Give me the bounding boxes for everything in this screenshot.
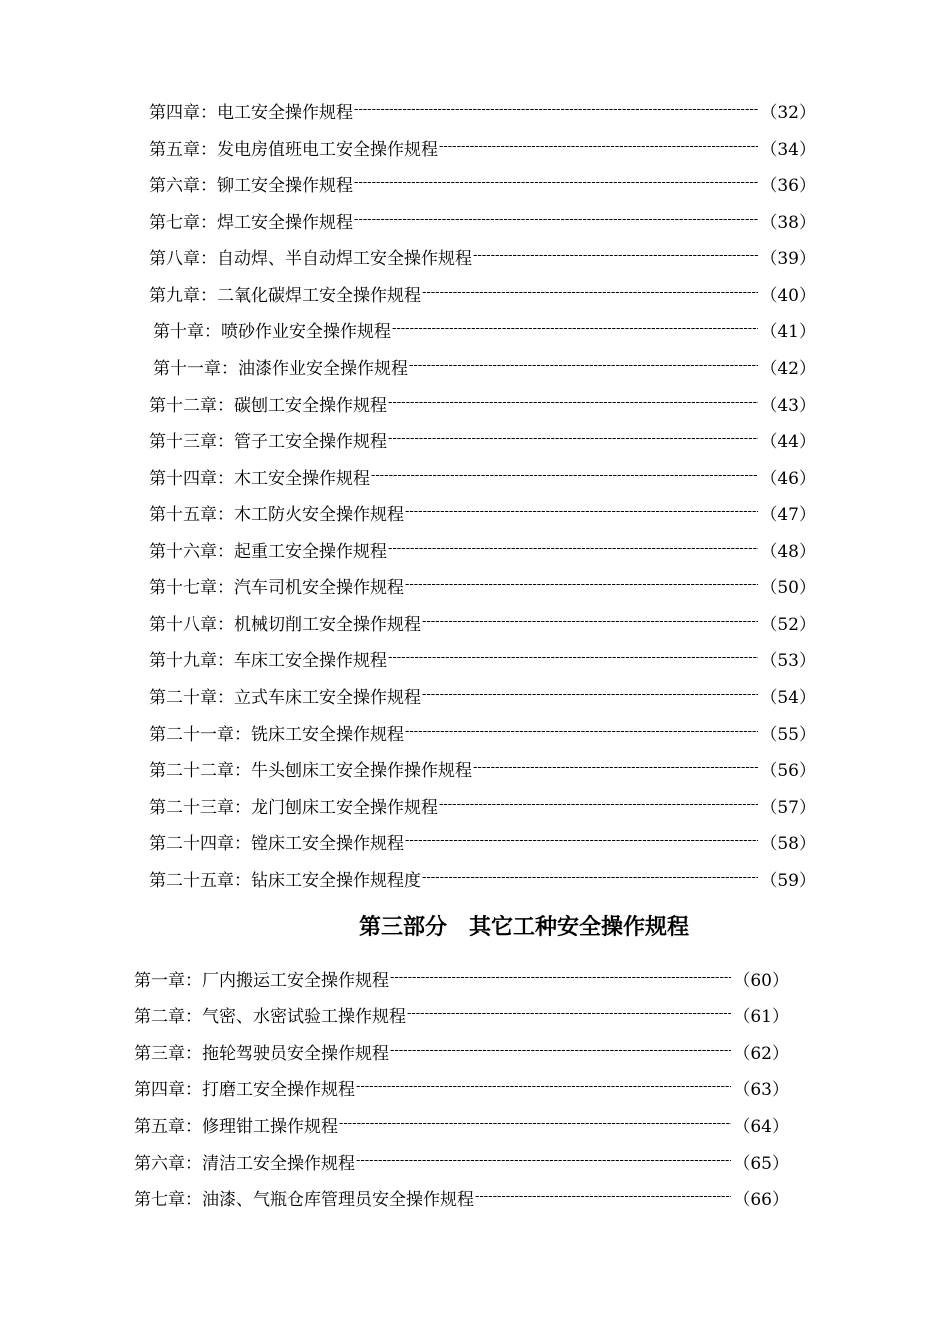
toc-page: （57） (760, 797, 816, 818)
toc-page: （40） (760, 285, 816, 306)
toc-leader (371, 464, 758, 488)
toc-entry[interactable] (149, 281, 816, 305)
toc-leader (405, 829, 758, 853)
toc-chapter: 第十四章： (149, 468, 234, 489)
toc-title: 发电房值班电工安全操作规程 (217, 139, 438, 160)
toc-entry[interactable] (149, 610, 816, 634)
toc-chapter: 第五章： (134, 1116, 202, 1137)
toc-leader (390, 966, 731, 990)
toc-entry[interactable] (134, 1149, 789, 1173)
toc-page: （38） (760, 212, 816, 233)
toc-page: （44） (760, 431, 816, 452)
toc-entry[interactable] (149, 208, 816, 232)
toc-title: 油漆、气瓶仓库管理员安全操作规程 (202, 1189, 474, 1210)
toc-entry[interactable] (149, 171, 816, 195)
toc-title: 牛头刨床工安全操作操作规程 (251, 760, 472, 781)
toc-title: 起重工安全操作规程 (234, 541, 387, 562)
toc-page: （52） (760, 614, 816, 635)
toc-chapter: 第六章： (149, 175, 217, 196)
toc-leader (388, 391, 758, 415)
toc-title: 机械切削工安全操作规程 (234, 614, 421, 635)
toc-leader (407, 1002, 731, 1026)
toc-chapter: 第七章： (149, 212, 217, 233)
toc-chapter: 第十八章： (149, 614, 234, 635)
toc-title: 厂内搬运工安全操作规程 (202, 970, 389, 991)
toc-chapter: 第十二章： (149, 395, 234, 416)
toc-leader (339, 1112, 731, 1136)
toc-leader (439, 793, 758, 817)
toc-chapter: 第二十一章： (149, 724, 251, 745)
toc-title: 镗床工安全操作规程 (251, 833, 404, 854)
toc-page: （43） (760, 395, 816, 416)
toc-title: 自动焊、半自动焊工安全操作规程 (217, 248, 472, 269)
toc-chapter: 第七章： (134, 1189, 202, 1210)
toc-page: （58） (760, 833, 816, 854)
toc-entry[interactable] (153, 317, 816, 341)
toc-entry[interactable] (153, 354, 816, 378)
toc-leader (422, 683, 758, 707)
toc-title: 铆工安全操作规程 (217, 175, 353, 196)
toc-title: 木工防火安全操作规程 (234, 504, 404, 525)
toc-title: 龙门刨床工安全操作规程 (251, 797, 438, 818)
toc-entry[interactable] (149, 866, 816, 890)
toc-chapter: 第十一章： (153, 358, 238, 379)
section-heading: 第三部分 其它工种安全操作规程 (358, 915, 689, 940)
toc-title: 碳刨工安全操作规程 (234, 395, 387, 416)
toc-page: （39） (760, 248, 816, 269)
toc-entry[interactable] (149, 464, 816, 488)
toc-entry[interactable] (149, 537, 816, 561)
toc-page: （66） (733, 1189, 789, 1210)
toc-title: 木工安全操作规程 (234, 468, 370, 489)
toc-title: 汽车司机安全操作规程 (234, 577, 404, 598)
toc-title: 喷砂作业安全操作规程 (221, 321, 391, 342)
toc-chapter: 第三章： (134, 1043, 202, 1064)
toc-leader (422, 281, 758, 305)
toc-page: （36） (760, 175, 816, 196)
toc-page: （47） (760, 504, 816, 525)
toc-title: 拖轮驾驶员安全操作规程 (202, 1043, 389, 1064)
toc-page: （48） (760, 541, 816, 562)
toc-leader (422, 866, 758, 890)
toc-entry[interactable] (149, 573, 816, 597)
toc-entry[interactable] (134, 966, 789, 990)
toc-title: 电工安全操作规程 (217, 102, 353, 123)
toc-page: （56） (760, 760, 816, 781)
toc-entry[interactable] (134, 1039, 789, 1063)
toc-chapter: 第二十章： (149, 687, 234, 708)
toc-chapter: 第四章： (134, 1079, 202, 1100)
toc-chapter: 第五章： (149, 139, 217, 160)
toc-page: （62） (733, 1043, 789, 1064)
toc-page: （53） (760, 650, 816, 671)
toc-page: （63） (733, 1079, 789, 1100)
toc-entry[interactable] (149, 793, 816, 817)
toc-entry[interactable] (149, 720, 816, 744)
toc-chapter: 第八章： (149, 248, 217, 269)
toc-chapter: 第四章： (149, 102, 217, 123)
toc-chapter: 第十章： (153, 321, 221, 342)
toc-page: （61） (733, 1006, 789, 1027)
toc-entry[interactable] (149, 244, 816, 268)
toc-page: （50） (760, 577, 816, 598)
toc-title: 二氧化碳焊工安全操作规程 (217, 285, 421, 306)
toc-leader (388, 646, 758, 670)
toc-entry[interactable] (149, 756, 816, 780)
toc-page: （46） (760, 468, 816, 489)
toc-leader (392, 317, 758, 341)
toc-page: （34） (760, 139, 816, 160)
toc-leader (405, 573, 758, 597)
toc-leader (356, 1149, 731, 1173)
toc-entry[interactable] (149, 391, 816, 415)
toc-chapter: 第九章： (149, 285, 217, 306)
toc-entry[interactable] (134, 1185, 789, 1209)
toc-leader (473, 756, 758, 780)
toc-page: （55） (760, 724, 816, 745)
toc-leader (390, 1039, 731, 1063)
toc-page: （60） (733, 970, 789, 991)
toc-chapter: 第六章： (134, 1153, 202, 1174)
toc-title: 油漆作业安全操作规程 (238, 358, 408, 379)
toc-title: 修理钳工操作规程 (202, 1116, 338, 1137)
toc-leader (354, 208, 758, 232)
toc-leader (409, 354, 758, 378)
toc-leader (405, 720, 758, 744)
toc-chapter: 第十九章： (149, 650, 234, 671)
toc-chapter: 第二十五章： (149, 870, 251, 891)
toc-chapter: 第十七章： (149, 577, 234, 598)
toc-page: （42） (760, 358, 816, 379)
toc-chapter: 第十六章： (149, 541, 234, 562)
toc-page: （32） (760, 102, 816, 123)
toc-page: （65） (733, 1153, 789, 1174)
toc-entry[interactable] (149, 646, 816, 670)
toc-leader (475, 1185, 731, 1209)
toc-entry[interactable] (134, 1112, 789, 1136)
toc-chapter: 第十三章： (149, 431, 234, 452)
toc-title: 立式车床工安全操作规程 (234, 687, 421, 708)
toc-chapter: 第二十二章： (149, 760, 251, 781)
toc-leader (473, 244, 758, 268)
toc-leader (405, 500, 758, 524)
toc-title: 气密、水密试验工操作规程 (202, 1006, 406, 1027)
toc-leader (356, 1075, 731, 1099)
toc-page: （54） (760, 687, 816, 708)
toc-title: 车床工安全操作规程 (234, 650, 387, 671)
toc-chapter: 第二十三章： (149, 797, 251, 818)
toc-page: （59） (760, 870, 816, 891)
toc-chapter: 第一章： (134, 970, 202, 991)
toc-leader (354, 171, 758, 195)
toc-chapter: 第十五章： (149, 504, 234, 525)
toc-chapter: 第二十四章： (149, 833, 251, 854)
toc-leader (388, 427, 758, 451)
toc-page: （41） (760, 321, 816, 342)
toc-entry[interactable] (149, 427, 816, 451)
toc-entry[interactable] (134, 1075, 789, 1099)
toc-chapter: 第二章： (134, 1006, 202, 1027)
toc-page: （64） (733, 1116, 789, 1137)
toc-leader (422, 610, 758, 634)
toc-entry[interactable] (149, 500, 816, 524)
toc-leader (388, 537, 758, 561)
toc-title: 钻床工安全操作规程度 (251, 870, 421, 891)
toc-title: 焊工安全操作规程 (217, 212, 353, 233)
toc-title: 铣床工安全操作规程 (251, 724, 404, 745)
toc-title: 清洁工安全操作规程 (202, 1153, 355, 1174)
toc-title: 打磨工安全操作规程 (202, 1079, 355, 1100)
toc-entry[interactable] (149, 829, 816, 853)
toc-title: 管子工安全操作规程 (234, 431, 387, 452)
toc-leader (439, 135, 758, 159)
toc-entry[interactable] (134, 1002, 789, 1026)
toc-leader (354, 98, 758, 122)
toc-entry[interactable] (149, 683, 816, 707)
toc-entry[interactable] (149, 135, 816, 159)
toc-entry[interactable] (149, 98, 816, 122)
